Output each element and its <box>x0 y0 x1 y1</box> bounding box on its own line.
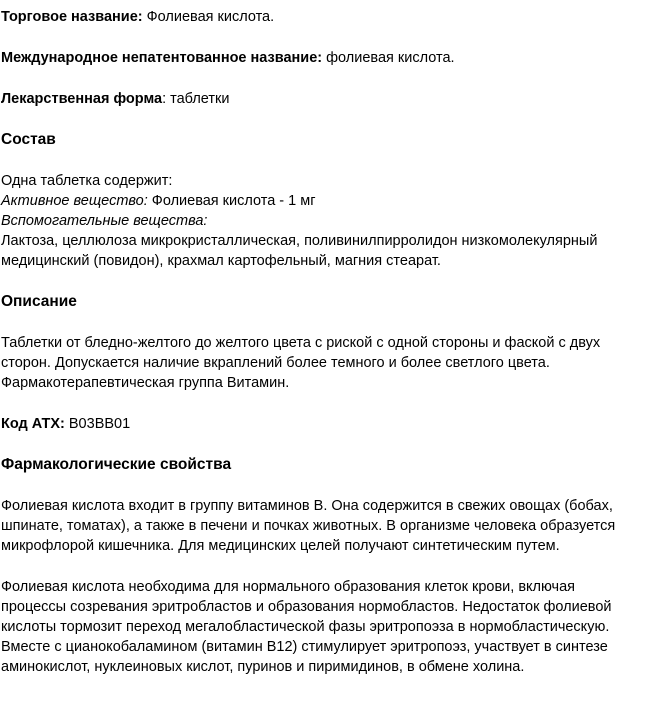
atc-code-value: B03BB01 <box>64 416 131 432</box>
description-section <box>1 333 660 393</box>
excipients-text-line1: Лактоза, целлюлоза микрокристаллическая, поливинилпирролидон низкомолекулярный <box>1 233 598 249</box>
excipients-text-line2: медицинский (повидон), крахмал картофельный, магния стеарат. <box>1 253 441 269</box>
pharmacology-paragraph-2 <box>1 577 660 677</box>
trade-name-line <box>1 7 660 27</box>
composition-heading: Состав <box>1 131 56 148</box>
composition-section <box>1 171 660 271</box>
excipients-label: Вспомогательные вещества: <box>1 213 208 229</box>
pharmacology-heading: Фармакологические свойства <box>1 456 232 473</box>
atc-code-line <box>1 414 660 434</box>
pharmacology-p1-line1: Фолиевая кислота входит в группу витаминов В. Она содержится в свежих овощах (бобах, <box>1 498 613 514</box>
inn-value: фолиевая кислота. <box>322 50 455 66</box>
description-heading: Описание <box>1 293 77 310</box>
composition-intro: Одна таблетка содержит: <box>1 173 173 189</box>
inn-line <box>1 48 660 68</box>
pharmacology-p2-line3: кислоты тормозит переход мегалобластической фазы эритропоэза в нормобластическую. <box>1 619 610 635</box>
pharmacology-p1-line3: микрофлорой кишечника. Для медицинских целей получают синтетическим путем. <box>1 538 560 554</box>
pharmacology-p2-line1: Фолиевая кислота необходима для нормального образования клеток крови, включая <box>1 579 576 595</box>
active-substance-label: Активное вещество: <box>1 193 148 209</box>
dosage-form-value: : таблетки <box>162 91 230 107</box>
inn-label: Международное непатентованное название: <box>1 50 323 66</box>
pharmacology-p1-line2: шпинате, томатах), а также в печени и почках животных. В организме человека образуется <box>1 518 616 534</box>
description-line1: Таблетки от бледно-желтого до желтого цвета с риской с одной стороны и фаской с двух <box>1 335 601 351</box>
pharmacology-p2-line4: Вместе с цианокобаламином (витамин В12) стимулирует эритропоэз, участвует в синтезе <box>1 639 608 655</box>
dosage-form-line <box>1 89 660 109</box>
pharmacology-p2-line5: аминокислот, нуклеиновых кислот, пуринов и пиримидинов, в обмене холина. <box>1 659 525 675</box>
excipients-label-line <box>1 211 660 231</box>
description-line2: сторон. Допускается наличие вкраплений более темного и более светлого цвета. <box>1 355 550 371</box>
pharmacology-paragraph-1 <box>1 496 660 556</box>
active-substance-line <box>1 191 660 211</box>
description-line3: Фармакотерапевтическая группа Витамин. <box>1 375 290 391</box>
trade-name-value: Фолиевая кислота. <box>142 9 275 25</box>
trade-name-label: Торговое название: <box>1 9 143 25</box>
dosage-form-label: Лекарственная форма <box>1 91 163 107</box>
pharmacology-p2-line2: процессы созревания эритробластов и образования нормобластов. Недостаток фолиевой <box>1 599 612 615</box>
active-substance-value: Фолиевая кислота - 1 мг <box>147 193 316 209</box>
atc-code-label: Код АТХ: <box>1 416 65 432</box>
